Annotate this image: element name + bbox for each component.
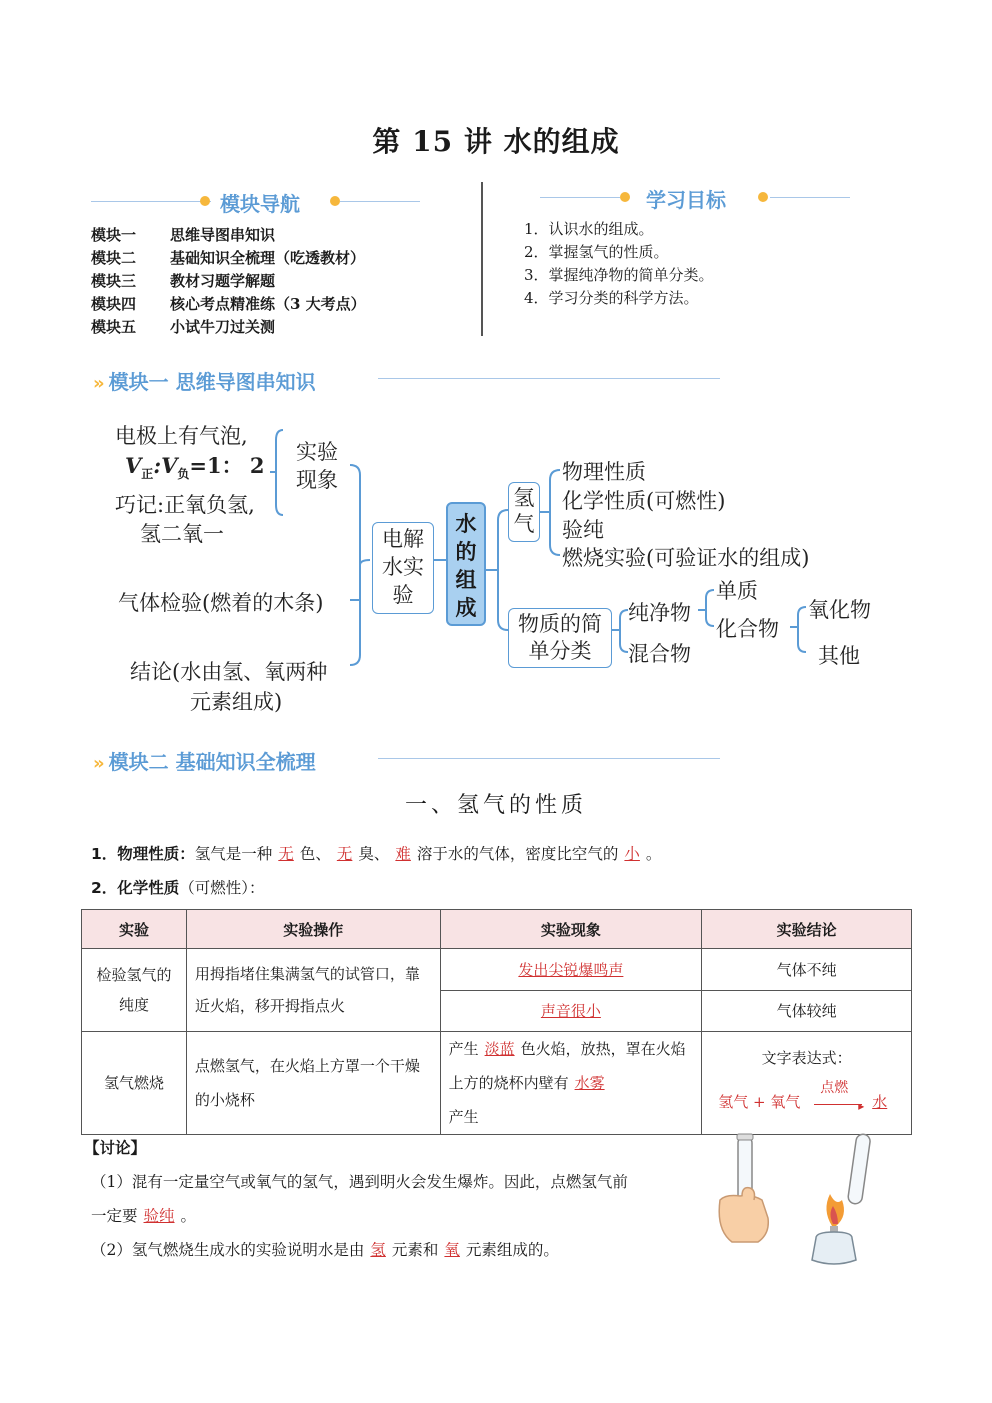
equation-arrow-line <box>814 1104 862 1105</box>
experiment-table <box>81 909 912 1135</box>
table-row <box>82 949 912 991</box>
mm-center: 水的组成 <box>446 502 486 626</box>
mm-gas-test: 气体检验(燃着的木条) <box>118 591 324 615</box>
nav-item[interactable]: 模块五 小试牛刀过关测 <box>91 318 276 336</box>
equation-arrow-icon: ▸ <box>858 1099 865 1113</box>
discussion-q1-line1: （1）混有一定量空气或氧气的氢气，遇到明火会发生爆炸。因此，点燃氢气前 <box>91 1173 628 1191</box>
mm-compound: 化合物 <box>716 617 779 641</box>
nav-item[interactable]: 模块三 教材习题学解题 <box>91 272 276 290</box>
table-header: 实验结论 <box>702 910 912 949</box>
goal-item: 3．掌握纯净物的简单分类。 <box>524 266 714 284</box>
discussion-heading: 【讨论】 <box>84 1139 147 1157</box>
discussion-q1-line2: 一定要 验纯 。 <box>91 1207 197 1225</box>
double-chevron-icon: » <box>93 373 105 394</box>
goal-item: 2．掌握氢气的性质。 <box>524 243 669 261</box>
discussion-q2: （2）氢气燃烧生成水的实验说明水是由 氢 元素和 氧 元素组成的。 <box>91 1241 559 1259</box>
mm-classification: 物质的简单分类 <box>508 608 612 668</box>
nav-item[interactable]: 模块二 基础知识全梳理（吃透教材） <box>91 249 366 267</box>
mm-electrolysis: 电解水实验 <box>372 522 434 614</box>
physical-properties: 1．物理性质：氢气是一种 无 色、 无 臭、 难 溶于水的气体，密度比空气的 小 。 <box>91 845 662 863</box>
mm-mixture: 混合物 <box>628 642 691 666</box>
hand-icon <box>719 1188 768 1242</box>
cell-phenomenon: 声音很小 <box>440 991 702 1032</box>
goal-item: 4．学习分类的科学方法。 <box>524 289 699 307</box>
double-chevron-icon: » <box>93 753 105 774</box>
alcohol-burner-icon <box>812 1226 856 1264</box>
mm-phenomenon: 实验现象 <box>296 440 338 492</box>
mm-conclusion1: 结论(水由氢、氧两种 <box>130 660 328 684</box>
cell-phenomenon-burning: 产生 淡蓝 色火焰，放热，罩在火焰上方的烧杯内壁有 水雾 产生 <box>440 1032 702 1135</box>
chemical-properties: 2．化学性质（可燃性）： <box>91 879 265 897</box>
cell-op-purity: 用拇指堵住集满氢气的试管口，靠近火焰，移开拇指点火 <box>186 949 440 1032</box>
mm-chemical: 化学性质(可燃性) <box>562 489 726 513</box>
module1-heading: » 模块一 思维导图串知识 <box>93 370 316 394</box>
mm-hydrogen: 氢气 <box>508 482 540 542</box>
mm-other: 其他 <box>818 644 860 668</box>
module2-heading: » 模块二 基础知识全梳理 <box>93 750 316 774</box>
mm-purity: 验纯 <box>562 518 604 542</box>
cell-conclusion: 气体较纯 <box>702 991 912 1032</box>
mm-ratio: $V_正:V_负=1$： 2 <box>125 453 265 482</box>
cell-op-burning: 点燃氢气，在火焰上方罩一个干燥的小烧杯 <box>186 1032 440 1135</box>
table-row <box>82 1032 912 1135</box>
mm-element: 单质 <box>716 579 758 603</box>
cell-equation: 文字表达式： 氢气 + 氧气 点燃 ▸ 水 <box>702 1032 912 1135</box>
cell-exp-purity: 检验氢气的纯度 <box>82 949 187 1032</box>
cell-exp-burning: 氢气燃烧 <box>82 1032 187 1135</box>
page-title: 第 15 讲 水的组成 <box>372 125 620 158</box>
mm-conclusion2: 元素组成) <box>190 690 283 714</box>
mm-memo2: 氢二氧一 <box>140 522 224 546</box>
section-title: 一、氢气的性质 <box>404 793 587 818</box>
goal-item: 1．认识水的组成。 <box>524 220 654 238</box>
nav-item[interactable]: 模块一 思维导图串知识 <box>91 226 276 244</box>
goal-heading: 学习目标 <box>646 188 726 212</box>
cell-conclusion: 气体不纯 <box>702 949 912 991</box>
mm-bubbles: 电极上有气泡, <box>115 424 248 448</box>
module2-heading-line <box>378 758 720 759</box>
mm-physical: 物理性质 <box>562 460 646 484</box>
mm-oxide: 氧化物 <box>808 598 871 622</box>
table-header: 实验 <box>82 910 187 949</box>
mm-memo1: 巧记:正氧负氢, <box>115 493 255 517</box>
table-header: 实验现象 <box>440 910 702 949</box>
mm-pure: 纯净物 <box>628 601 691 625</box>
table-header-row <box>82 910 912 949</box>
hydrogen-test-illustration <box>712 1130 892 1270</box>
word-equation: 氢气 + 氧气 点燃 ▸ 水 <box>710 1070 903 1120</box>
mm-burning: 燃烧实验(可验证水的组成) <box>562 546 810 570</box>
test-tube-icon <box>847 1133 871 1204</box>
nav-heading: 模块导航 <box>220 192 300 216</box>
flame-icon <box>826 1194 844 1226</box>
nav-item[interactable]: 模块四 核心考点精准练（3 大考点） <box>91 295 366 313</box>
table-header: 实验操作 <box>186 910 440 949</box>
cell-phenomenon: 发出尖锐爆鸣声 <box>440 949 702 991</box>
